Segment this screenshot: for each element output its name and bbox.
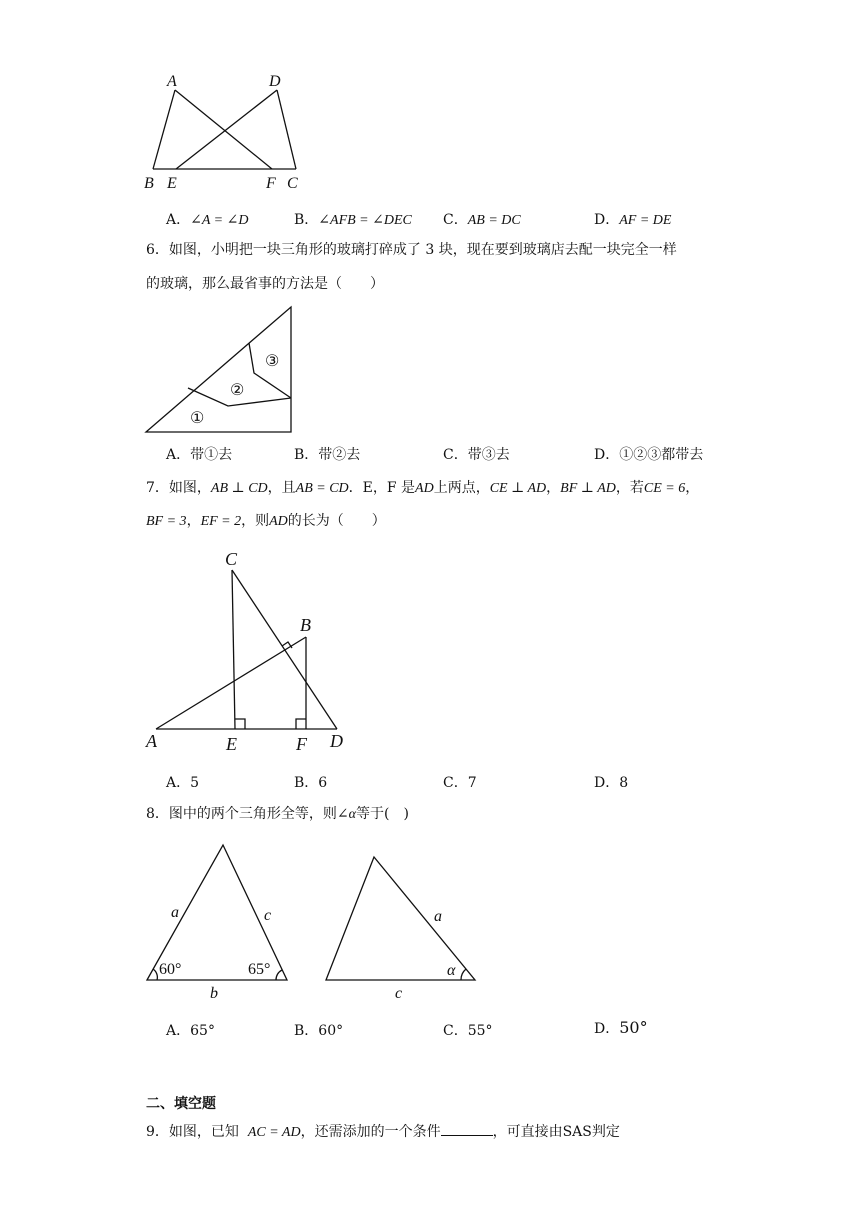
option-text: 带①去 [190,447,233,463]
q7-figure [156,570,337,729]
option-key: B． [294,775,319,791]
q8-angle-alpha: α [447,962,456,979]
option-text: AB = DC [467,213,521,228]
option-text: 65° [190,1023,215,1039]
q7-option-a[interactable] [166,772,199,792]
q6-piece-1: ① [190,410,205,427]
option-key: A． [166,212,191,228]
option-text: 8 [619,775,629,791]
q8-option-d[interactable] [594,1018,648,1038]
option-key: D． [594,447,620,463]
option-key: B． [294,212,319,228]
q7-label-c: C [225,549,238,569]
q6-option-b[interactable] [294,444,360,464]
q8-angle-65: 65° [248,961,271,978]
option-key: D． [594,1021,620,1037]
q8-left-side-c: c [264,907,272,924]
q8-text: 8．图中的两个三角形全等，则∠α等于( ) [146,806,409,822]
option-text: 60° [318,1023,344,1039]
option-text: 55° [467,1023,493,1039]
q5-label-b: B [144,175,154,192]
option-text: 带③去 [467,447,510,463]
option-text: 带②去 [318,447,361,463]
q7-label-a: A [146,731,157,751]
option-key: C． [443,775,468,791]
q8-option-a[interactable] [166,1020,215,1040]
option-text: 7 [467,775,477,791]
q6-option-d[interactable] [594,444,703,464]
option-text: 50° [619,1018,648,1037]
option-key: C． [443,212,468,228]
q7-label-f: F [296,734,307,754]
q6-option-a[interactable] [166,444,232,464]
option-key: D． [594,775,620,791]
q7-label-e: E [226,734,237,754]
q5-label-a: A [167,73,177,90]
option-text: 5 [190,775,200,791]
q5-option-c[interactable] [443,209,521,229]
q5-label-f: F [266,175,276,192]
q6-piece-3: ③ [265,353,280,370]
q6-piece-2: ② [230,382,245,399]
q5-label-e: E [167,175,177,192]
q9-answer-blank[interactable] [441,1121,493,1136]
q7-text-line1: 7．如图，AB ⊥ CD，且AB = CD．E，F 是AD上两点，CE ⊥ AD，BF ⊥ AD，若CE = 6， [146,480,700,496]
q7-option-b[interactable] [294,772,327,792]
q8-left-side-b: b [210,985,218,1002]
q7-text-line2: BF = 3，EF = 2，则AD的长为（ ） [146,513,386,529]
option-key: A． [166,1023,191,1039]
q7-label-b: B [300,615,311,635]
option-text: ∠AFB = ∠DEC [318,213,412,228]
q5-option-d[interactable] [594,209,671,229]
option-key: B． [294,1023,319,1039]
q5-option-b[interactable] [294,209,412,229]
option-text: AF = DE [619,213,672,228]
q5-label-d: D [269,73,281,90]
q8-right-side-a: a [434,908,442,925]
q8-option-c[interactable] [443,1020,493,1040]
q6-text-line2: 的玻璃，那么最省事的方法是（ ） [146,276,384,292]
option-text: 6 [318,775,328,791]
q9-text: 9．如图，已知 AC = AD，还需添加的一个条件 ，可直接由SAS判定 [146,1121,620,1143]
option-text: ∠A = ∠D [190,213,249,228]
q8-right-side-c: c [395,985,403,1002]
q7-option-d[interactable] [594,772,628,792]
option-key: C． [443,1023,468,1039]
option-key: B． [294,447,319,463]
q5-option-a[interactable] [166,209,248,229]
q6-option-c[interactable] [443,444,510,464]
option-key: C． [443,447,468,463]
q6-text-line1: 6．如图，小明把一块三角形的玻璃打碎成了 3 块，现在要到玻璃店去配一块完全一样 [146,242,677,258]
option-key: D． [594,212,620,228]
q5-figure [153,90,296,169]
q8-option-b[interactable] [294,1020,343,1040]
q8-angle-60: 60° [159,961,182,978]
q8-left-side-a: a [171,904,179,921]
option-key: A． [166,775,191,791]
option-text: ①②③都带去 [619,447,704,463]
option-key: A． [166,447,191,463]
section-title: 二、填空题 [146,1096,216,1112]
q7-label-d: D [330,731,343,751]
q7-option-c[interactable] [443,772,477,792]
q5-label-c: C [287,175,298,192]
